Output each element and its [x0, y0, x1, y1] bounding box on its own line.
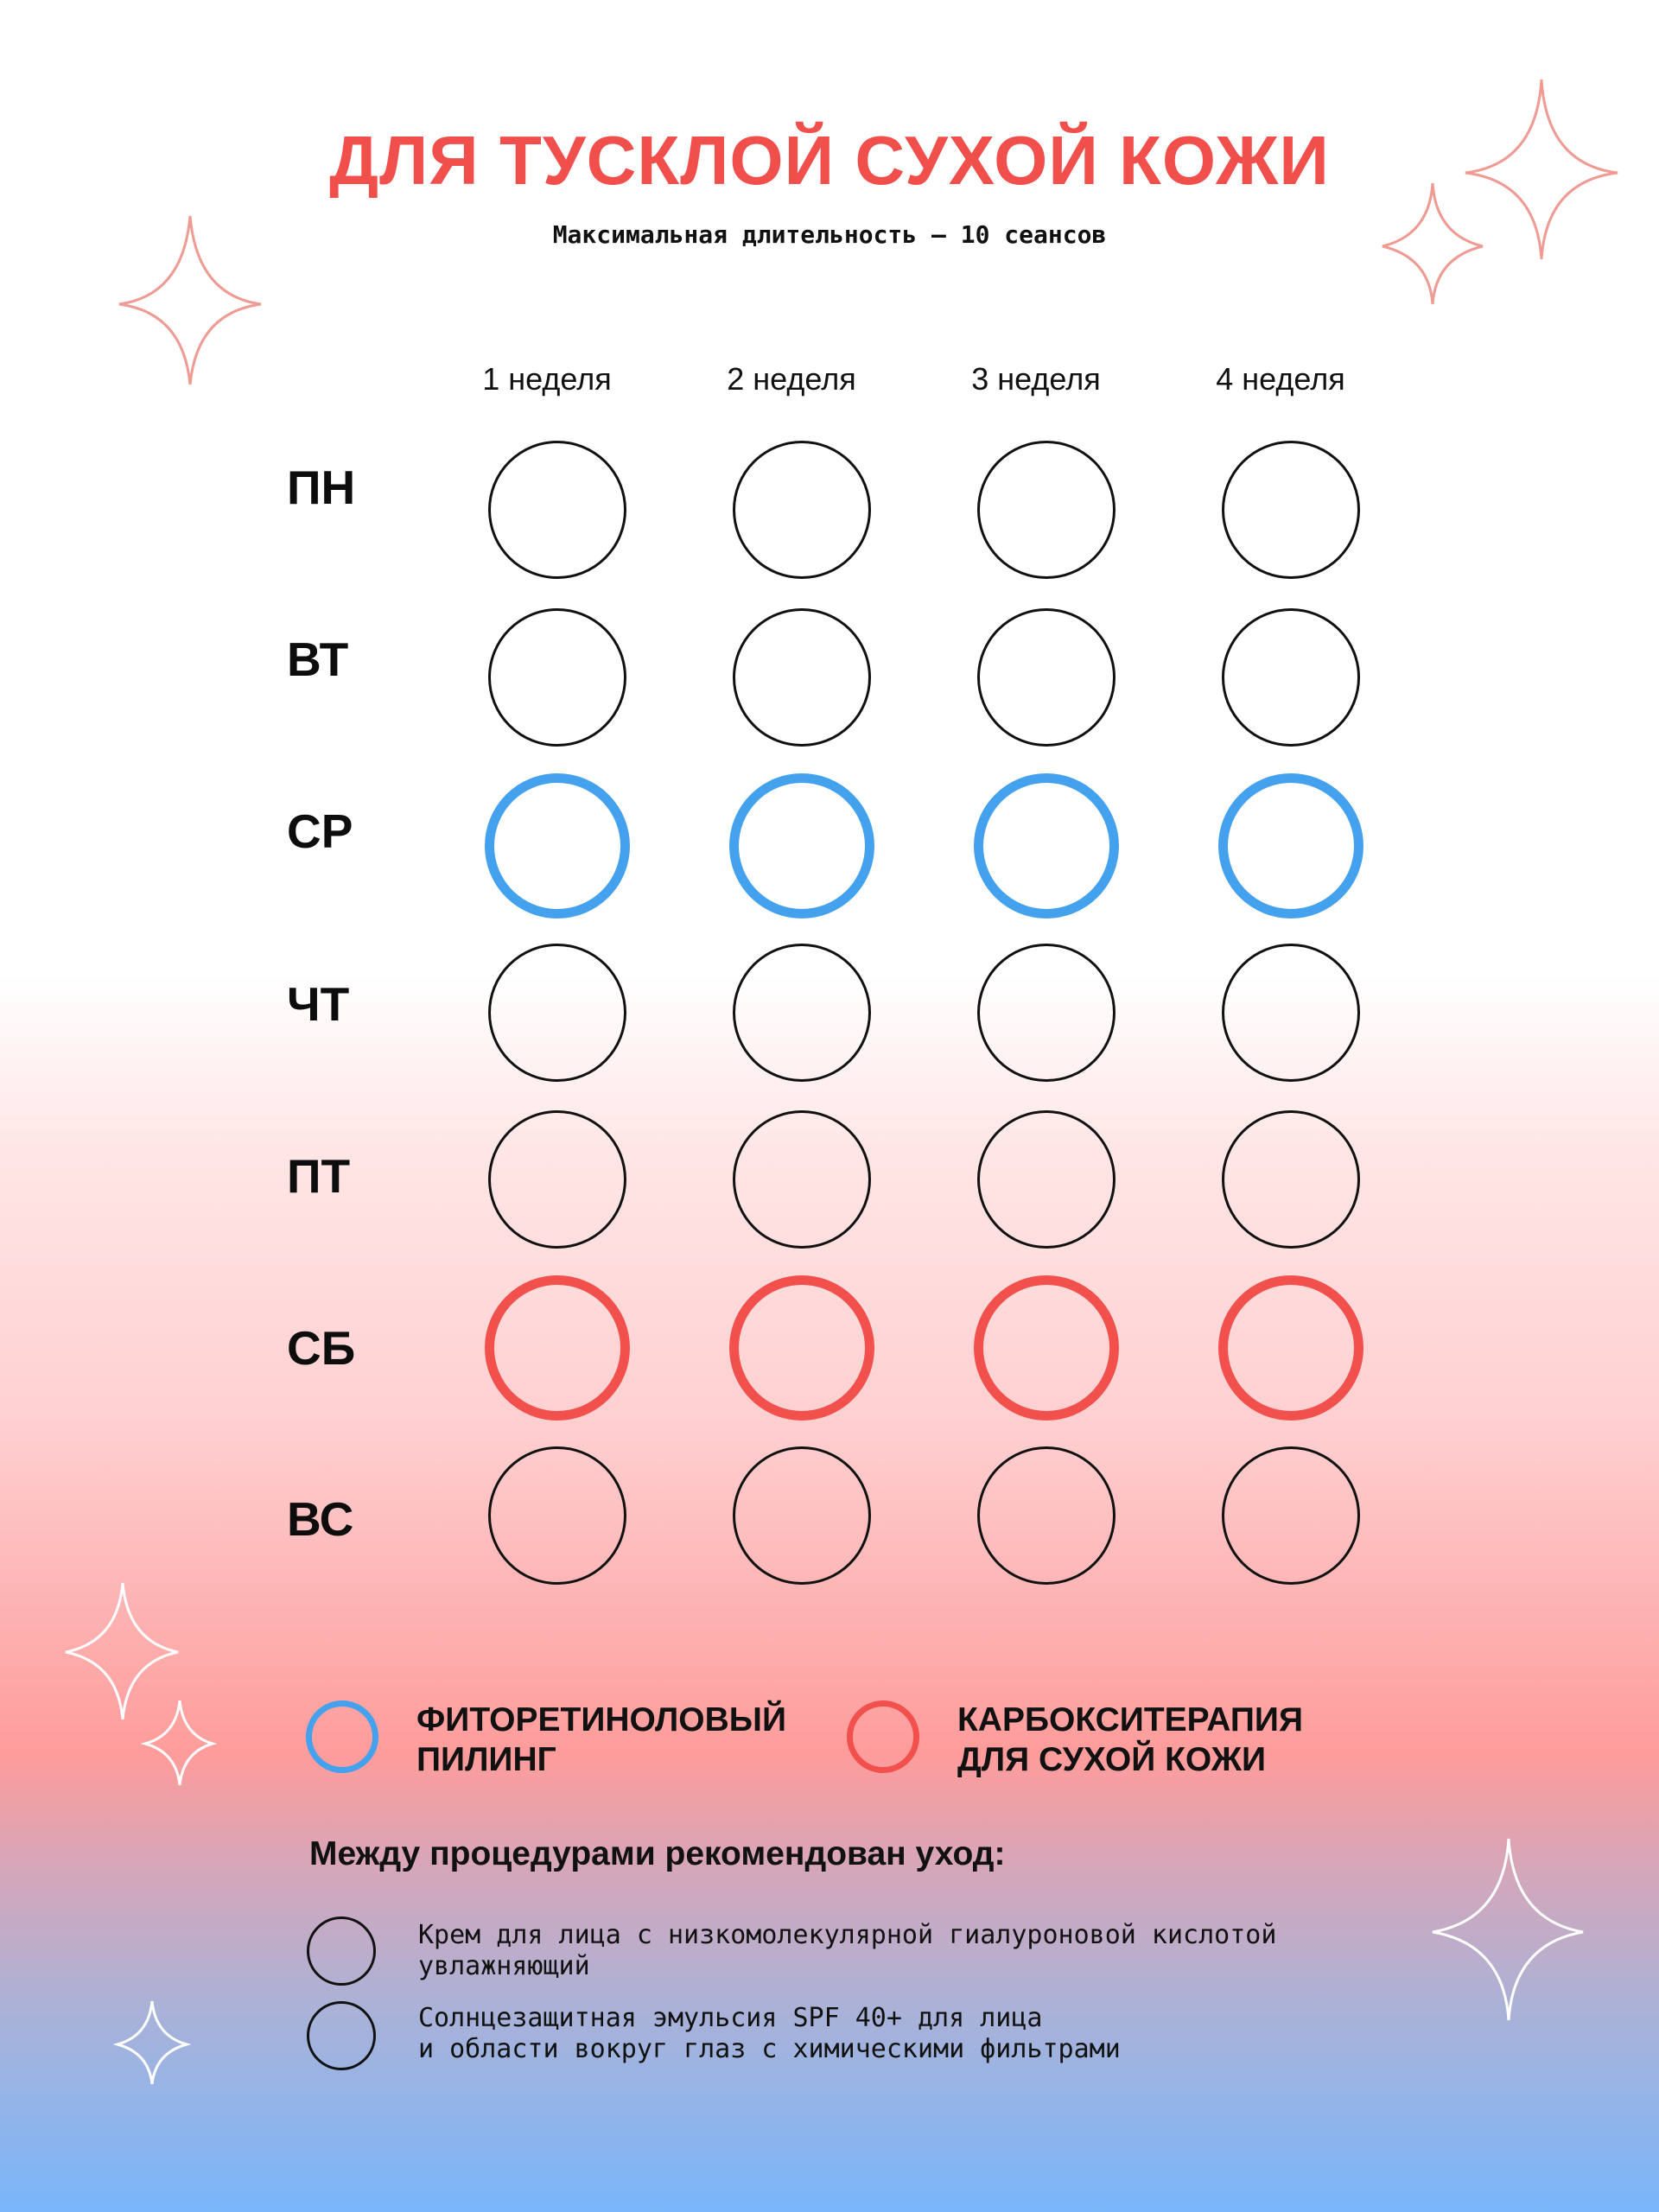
- session-circle-tue-week4[interactable]: [1222, 608, 1360, 747]
- session-circle-thu-week2[interactable]: [733, 944, 871, 1082]
- week-header-3: 3 неделя: [971, 361, 1101, 397]
- session-circle-wed-week1[interactable]: [485, 773, 630, 918]
- day-label-mon: ПН: [287, 461, 356, 514]
- legend-red-label: КАРБОКСИТЕРАПИЯ ДЛЯ СУХОЙ КОЖИ: [957, 1701, 1303, 1778]
- session-circle-sat-week2[interactable]: [729, 1275, 874, 1421]
- day-label-wed: СР: [287, 804, 353, 858]
- session-circle-fri-week2[interactable]: [733, 1110, 871, 1249]
- session-circle-fri-week4[interactable]: [1222, 1110, 1360, 1249]
- session-circle-thu-week1[interactable]: [488, 944, 626, 1082]
- session-circle-mon-week1[interactable]: [488, 441, 626, 579]
- session-circle-sun-week2[interactable]: [733, 1446, 871, 1585]
- session-circle-mon-week3[interactable]: [977, 441, 1116, 579]
- session-circle-thu-week3[interactable]: [977, 944, 1116, 1082]
- session-circle-tue-week2[interactable]: [733, 608, 871, 747]
- day-label-tue: ВТ: [287, 632, 349, 686]
- care-item-1: Крем для лица с низкомолекулярной гиалуроновой кислотой увлажняющий: [418, 1920, 1277, 1981]
- day-label-sat: СБ: [287, 1321, 356, 1375]
- page-title: ДЛЯ ТУСКЛОЙ СУХОЙ КОЖИ: [329, 122, 1330, 199]
- session-circle-tue-week3[interactable]: [977, 608, 1116, 747]
- page-subtitle: Максимальная длительность – 10 сеансов: [552, 220, 1107, 249]
- legend-blue-label: ФИТОРЕТИНОЛОВЫЙ ПИЛИНГ: [416, 1701, 786, 1778]
- care-checkbox-2[interactable]: [307, 2001, 376, 2070]
- week-header-4: 4 неделя: [1216, 361, 1345, 397]
- day-label-thu: ЧТ: [287, 977, 350, 1031]
- session-circle-sun-week3[interactable]: [977, 1446, 1116, 1585]
- care-item-2: Солнцезащитная эмульсия SPF 40+ для лица и области вокруг глаз с химическими фильтрами: [418, 2003, 1121, 2064]
- care-heading: Между процедурами рекомендован уход:: [309, 1835, 1006, 1872]
- session-circle-sun-week4[interactable]: [1222, 1446, 1360, 1585]
- session-circle-sun-week1[interactable]: [488, 1446, 626, 1585]
- session-circle-mon-week2[interactable]: [733, 441, 871, 579]
- session-circle-mon-week4[interactable]: [1222, 441, 1360, 579]
- session-circle-wed-week4[interactable]: [1218, 773, 1363, 918]
- care-checkbox-1[interactable]: [307, 1916, 376, 1986]
- session-circle-wed-week3[interactable]: [974, 773, 1119, 918]
- session-circle-fri-week3[interactable]: [977, 1110, 1116, 1249]
- session-circle-tue-week1[interactable]: [488, 608, 626, 747]
- week-header-1: 1 неделя: [482, 361, 612, 397]
- session-circle-thu-week4[interactable]: [1222, 944, 1360, 1082]
- session-circle-fri-week1[interactable]: [488, 1110, 626, 1249]
- session-circle-sat-week4[interactable]: [1218, 1275, 1363, 1421]
- day-label-fri: ПТ: [287, 1149, 351, 1203]
- session-circle-sat-week3[interactable]: [974, 1275, 1119, 1421]
- session-circle-wed-week2[interactable]: [729, 773, 874, 918]
- session-circle-sat-week1[interactable]: [485, 1275, 630, 1421]
- week-header-2: 2 неделя: [727, 361, 856, 397]
- day-label-sun: ВС: [287, 1492, 354, 1546]
- legend-blue-circle: [306, 1700, 378, 1773]
- legend-red-circle: [847, 1700, 919, 1773]
